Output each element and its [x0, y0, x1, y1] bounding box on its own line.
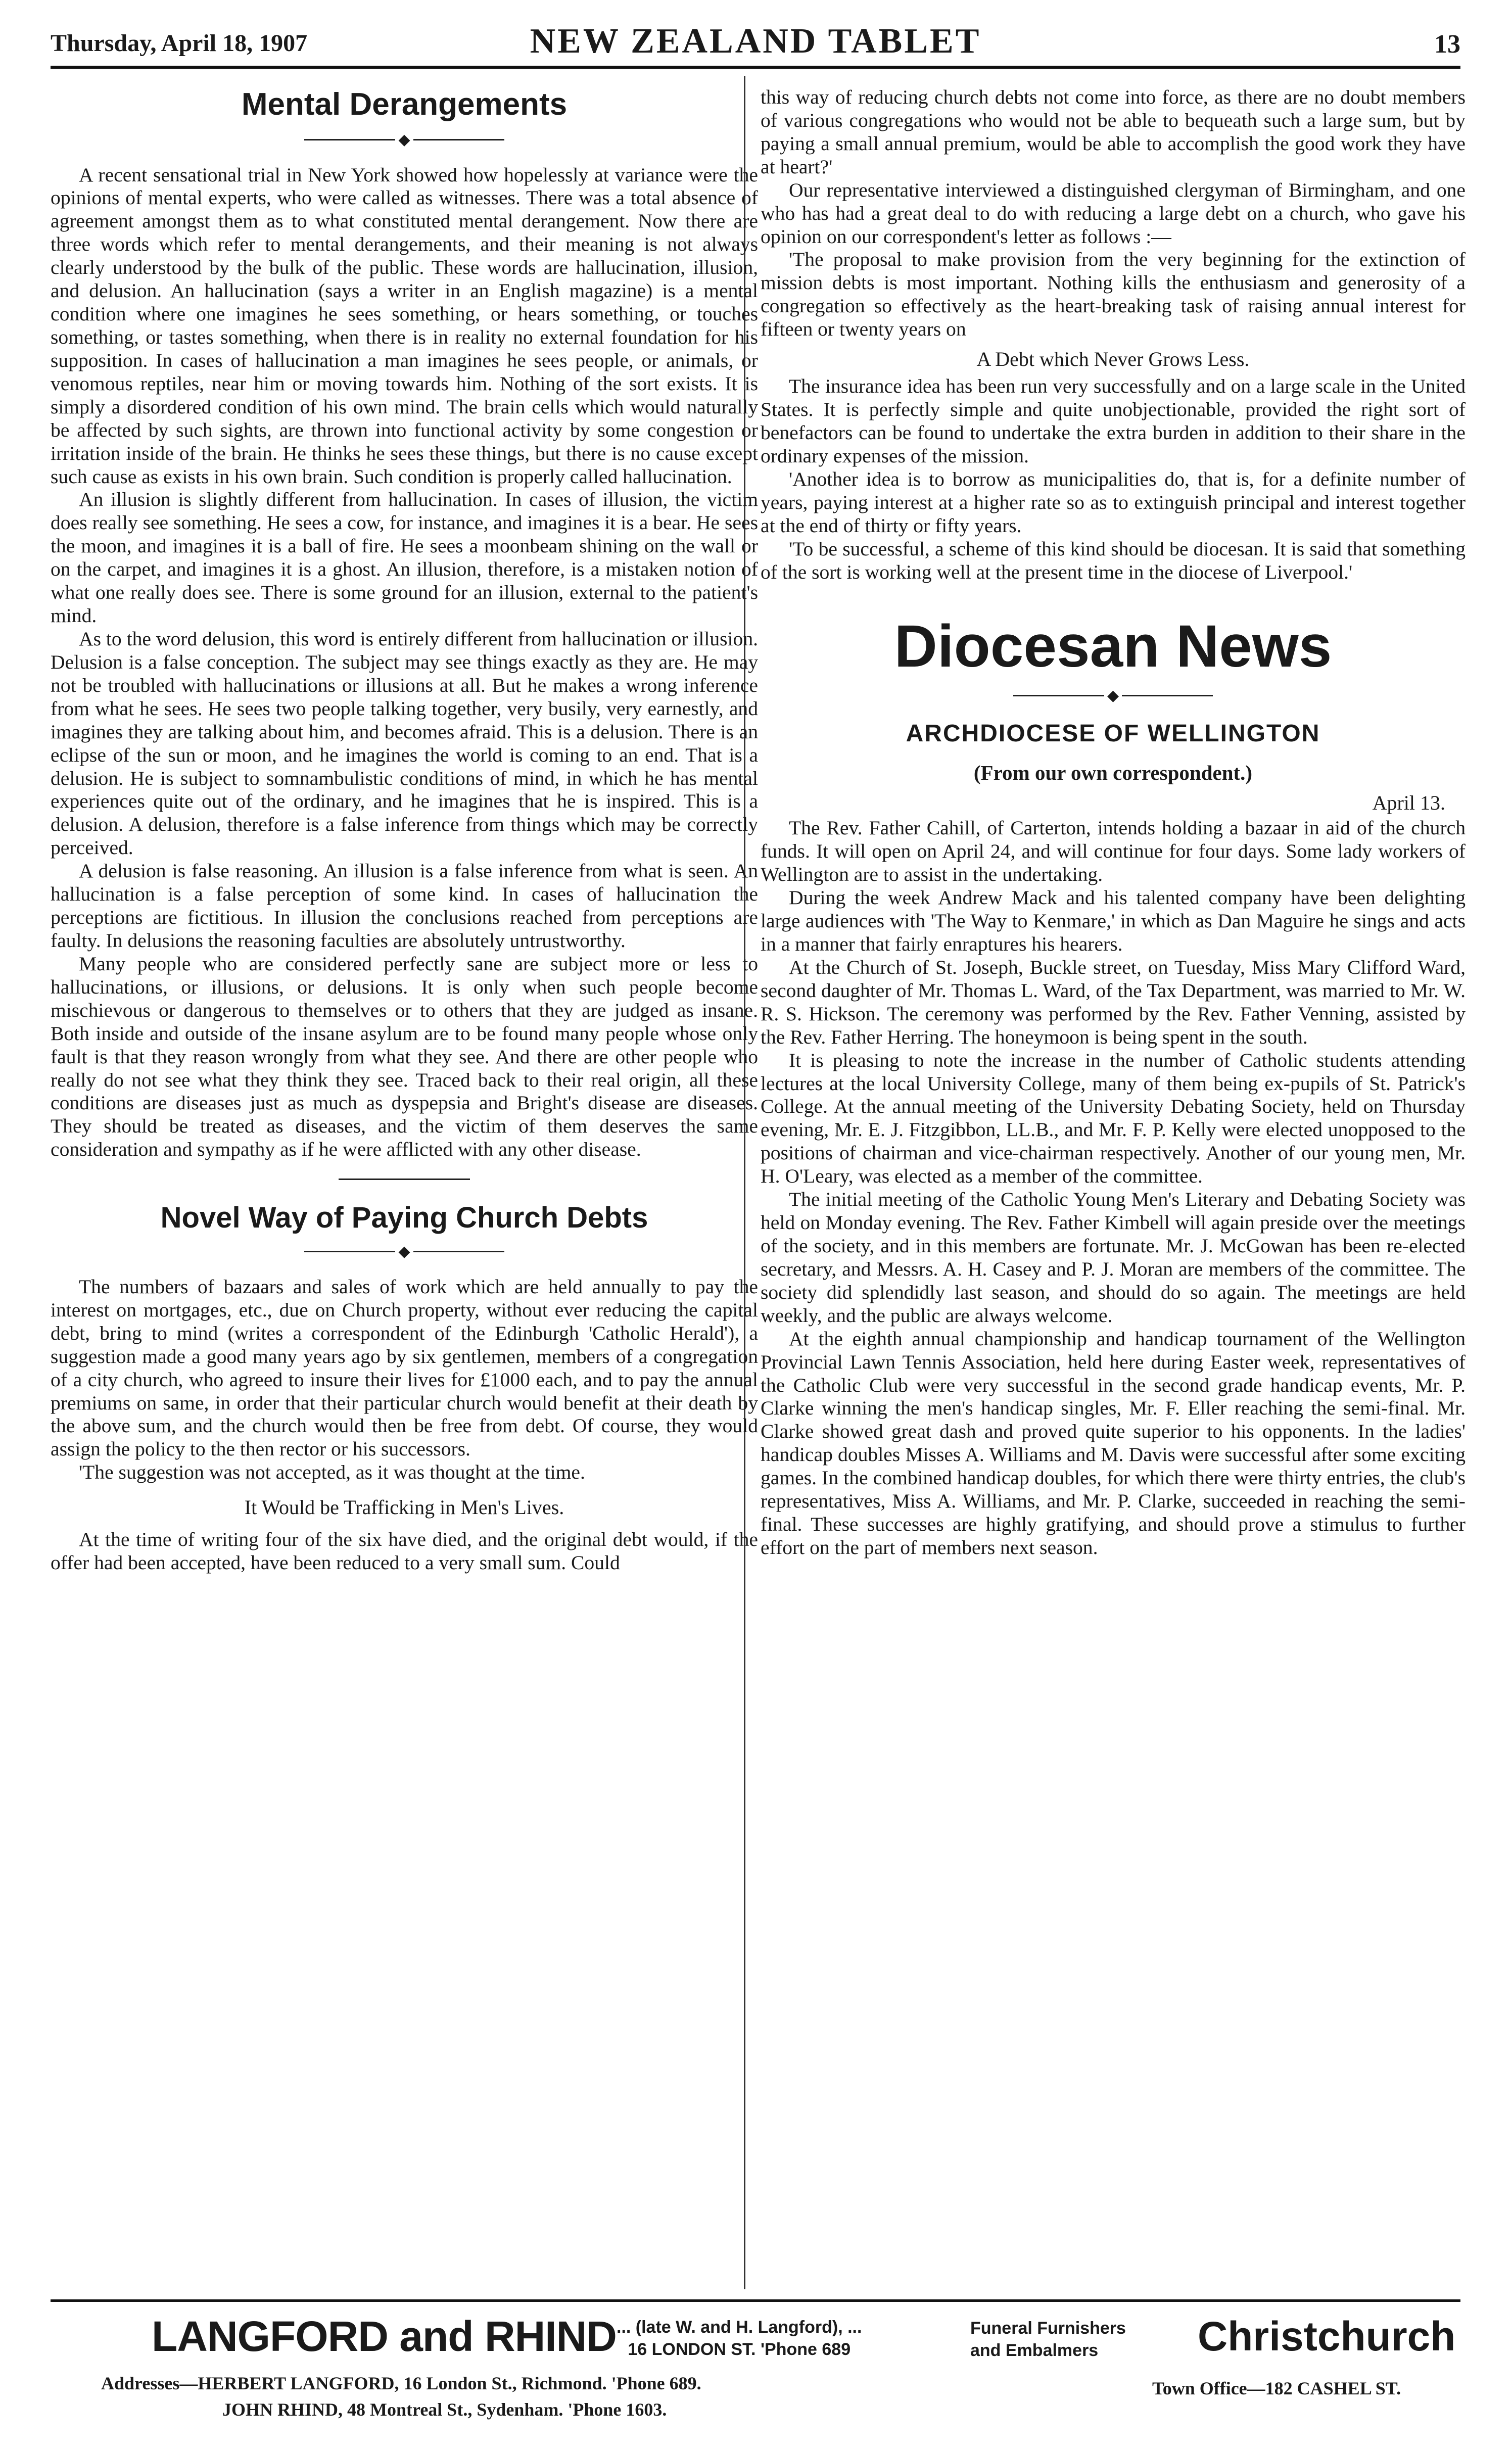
- article-paragraph: It is pleasing to note the increase in the number of Catholic students attending lectures at the local University College, many of them being ex-pupils of St. Patrick's College. At the annual meeting of the University Debating Society, held on Thursday evening, Mr. E. J. Fitzgibbon, LL.B., and Mr. F. P. Kelly were elected unopposed to the positions of chairman and vice-chairman respectively. Another of our young men, Mr. H. O'Leary, was elected as a member of the committee.: [761, 1049, 1466, 1188]
- diocesan-news-title: Diocesan News: [894, 613, 1332, 680]
- article-paragraph: The numbers of bazaars and sales of work which are held annually to pay the interest on mortgages, etc., due on Church property, without ever reducing the capital debt, bring to mind (writes a correspondent of the Edinburgh 'Catholic Herald'), a suggestion made a good many years ago by six gentlemen, members of a congregation of a city church, who agreed to insure their lives for £1000 each, and to pay the annual premiums on same, in order that their particular church would benefit at their death by the above sum, and the church would then be free from debt. Of course, they would assign the policy to the then rector or his successors.: [51, 1275, 758, 1460]
- archdiocese-heading: ARCHDIOCESE OF WELLINGTON: [906, 720, 1320, 747]
- article-paragraph: At the time of writing four of the six have died, and the original debt would, if the offer had been accepted, have been reduced to a very small sum. Could: [51, 1528, 758, 1574]
- article-paragraph: 'The proposal to make provision from the very beginning for the extinction of mission debts is most important. Nothing kills the enthusiasm and generosity of a congregation so effectively as the heart-breaking task of raising annual interest for fifteen or twenty years on: [761, 248, 1466, 341]
- ornament-divider: ◆: [51, 1241, 758, 1260]
- masthead: NEW ZEALAND TABLET: [530, 22, 981, 61]
- ad-town-office: Town Office—182 CASHEL ST.: [1152, 2378, 1401, 2398]
- dateline: April 13.: [1372, 791, 1445, 815]
- page-header: [51, 20, 1460, 69]
- ad-city: Christchurch: [1198, 2314, 1456, 2360]
- article-paragraph: At the Church of St. Joseph, Buckle street, on Tuesday, Miss Mary Clifford Ward, second daughter of Mr. Thomas L. Ward, of the Tax Department, was married to Mr. W. R. S. Hickson. The ceremony was performed by the Rev. Father Venning, assisted by the Rev. Father Herring. The honeymoon is being spent in the south.: [761, 956, 1466, 1048]
- ad-address-rhind: JOHN RHIND, 48 Montreal St., Sydenham. 'Phone 1603.: [222, 2399, 667, 2420]
- right-column: [761, 86, 1466, 1560]
- issue-date: Thursday, April 18, 1907: [51, 30, 308, 57]
- article-paragraph: 'Another idea is to borrow as municipalities do, that is, for a definite number of years, paying interest at a higher rate so as to extinguish principal and interest together at the end of thirty or fifty years.: [761, 467, 1466, 537]
- left-column: [51, 86, 758, 1575]
- ornament-divider: ◆: [51, 128, 758, 148]
- novel-way-continued: [761, 86, 1466, 584]
- article-paragraph: Our representative interviewed a distinguished clergyman of Birmingham, and one who has had a great deal to do with reducing a large debt on a church, who gave his opinion on our correspondent's letter as follows :—: [761, 178, 1466, 248]
- end-rule: [339, 1179, 470, 1180]
- page-number: 13: [1434, 30, 1460, 59]
- mental-derangements-article: [51, 164, 758, 1162]
- article-paragraph: During the week Andrew Mack and his talented company have been delighting large audiences with 'The Way to Kenmare,' in which as Dan Maguire he sings and acts in a manner that fairly enraptures his hearers.: [761, 886, 1466, 955]
- ad-address-langford: Addresses—HERBERT LANGFORD, 16 London St., Richmond. 'Phone 689.: [101, 2373, 701, 2393]
- mental-derangements-title: Mental Derangements: [241, 87, 568, 122]
- ad-address-phone: 16 LONDON ST. 'Phone 689: [628, 2340, 851, 2360]
- article-paragraph: this way of reducing church debts not come into force, as there are no doubt members of various congregations who would not be able to bequeath such a large sum, but by paying a small annual premium, would be able to accomplish the good work they have at heart?': [761, 86, 1466, 178]
- article-paragraph: 'The suggestion was not accepted, as it was thought at the time.: [79, 1461, 585, 1484]
- section-subhead: A Debt which Never Grows Less.: [976, 348, 1250, 371]
- article-paragraph: A delusion is false reasoning. An illusion is a false inference from what is seen. An hallucination is a false perception of some kind. In cases of hallucination the perceptions are fictitious. In illusion the conclusions reached from perceptions are faulty. In delusions the reasoning faculties are absolutely untrustworthy.: [51, 860, 758, 952]
- advertisement: [51, 2299, 1460, 2438]
- article-paragraph: As to the word delusion, this word is entirely different from hallucination or illusion. Delusion is a false conception. The subject may see things exactly as they are. He may not be troubled with hallucinations or illusions at all. But he makes a wrong inference from what he sees. He sees two people talking together, very busily, very earnestly, and imagines they are talking about him, and becomes afraid. This is a delusion. There is an eclipse of the sun or moon, and he imagines the world is coming to an end. That is a delusion. He is subject to somnambulistic conditions of mind, in which he has mental experiences quite out of the ordinary, and he imagines that he is inspired. This is a delusion. A delusion, therefore is a false inference from things which may be correctly perceived.: [51, 627, 758, 859]
- ad-firm-name: LANGFORD and RHIND: [152, 2313, 617, 2360]
- ad-firm-details: [617, 2316, 862, 2361]
- ad-previous-firm: ... (late W. and H. Langford), ...: [617, 2318, 862, 2337]
- ad-services: [970, 2317, 1126, 2362]
- ornament-divider: ◆: [761, 685, 1466, 704]
- article-paragraph: The initial meeting of the Catholic Young Men's Literary and Debating Society was held on Monday evening. The Rev. Father Kimbell will again preside over the meetings of the society, and in this members are fortunate. Mr. J. McGowan has been re-elected secretary, and Messrs. A. H. Casey and P. J. Moran are members of the committee. The society did splendidly last season, and should do so again. The meetings are held weekly, and the public are always welcome.: [761, 1188, 1466, 1327]
- novel-way-title: Novel Way of Paying Church Debts: [160, 1201, 648, 1235]
- article-paragraph: The insurance idea has been run very successfully and on a large scale in the United States. It is perfectly simple and quite unobjectionable, provided the right sort of benefactors can be found to undertake the extra burden in addition to their share in the ordinary expenses of the mission.: [761, 375, 1466, 467]
- article-paragraph: 'To be successful, a scheme of this kind should be diocesan. It is said that something of the sort is working well at the present time in the diocese of Liverpool.': [761, 537, 1466, 583]
- article-paragraph: An illusion is slightly different from hallucination. In cases of illusion, the victim does really see something. He sees a cow, for instance, and imagines it is a bear. He sees the moon, and imagines it is a ball of fire. He sees a moonbeam shining on the wall or on the carpet, and imagines it is a ghost. An illusion, therefore, is a mistaken notion of what one really does see. There is some ground for an illusion, external to the patient's mind.: [51, 488, 758, 627]
- ad-service-funeral: Funeral Furnishers: [970, 2319, 1126, 2338]
- correspondent-line: (From our own correspondent.): [973, 761, 1253, 785]
- ad-service-embalmers: and Embalmers: [970, 2341, 1099, 2361]
- novel-way-article: [51, 1276, 758, 1575]
- article-paragraph: A recent sensational trial in New York showed how hopelessly at variance were the opinions of mental experts, who were called as witnesses. There was a total absence of agreement amongst them as to what constituted mental derangement. Now there are three words which refer to mental derangements, and their meaning is not always clearly understood by the bulk of the public. These words are hallucination, illusion, and delusion. An hallucination (says a writer in an English magazine) is a mental condition where one imagines he sees something, or hears something, or touches something, or tastes something, when there is in reality no external foundation for his supposition. In cases of hallucination a man imagines he sees people, or animals, or venomous reptiles, near him or moving towards him. Nothing of the sort exists. It is simply a disordered condition of his own mind. The brain cells which would naturally be affected by such sights, are thrown into functional activity by some congestion or irritation inside of the brain. He thinks he sees these things, but there is no cause except such cause as exists in his own brain. Such condition is properly called hallucination.: [51, 163, 758, 488]
- article-paragraph: At the eighth annual championship and handicap tournament of the Wellington Provincial Lawn Tennis Association, held here during Easter week, representatives of the Catholic Club were very successful in the second grade handicap events, Mr. P. Clarke winning the men's handicap singles, Mr. F. Eller reaching the semi-final. Mr. Clarke showed great dash and proved quite superior to his opponents. In the ladies' handicap doubles Misses A. Williams and M. Davis were successful after some exciting games. In the combined handicap doubles, for which there were thirty entries, the club's representatives, Miss A. Williams, and Mr. P. Clarke, succeeded in reaching the semi-final. These successes are highly gratifying, and should prove a stimulus to further effort on the part of members next season.: [761, 1327, 1466, 1559]
- article-paragraph: Many people who are considered perfectly sane are subject more or less to hallucinations, or illusions, or delusions. It is only when such people become mischievous or dangerous to themselves or to others that they are judged as insane. Both inside and outside of the insane asylum are to be found many people whose only fault is that they reason wrongly from what they see. And there are other people who really do not see what they think they see. Traced back to their real origin, all these conditions are diseases just as much as dyspepsia and Bright's disease are diseases. They should be treated as diseases, and the victim of them deserves the same consideration and sympathy as if he were afflicted with any other disease.: [51, 952, 758, 1161]
- section-subhead: It Would be Trafficking in Men's Lives.: [244, 1496, 564, 1519]
- article-paragraph: The Rev. Father Cahill, of Carterton, intends holding a bazaar in aid of the church funds. It will open on April 24, and will continue for four days. Some lady workers of Wellington are to assist in the undertaking.: [761, 817, 1466, 886]
- diocesan-news-article: [761, 817, 1466, 1560]
